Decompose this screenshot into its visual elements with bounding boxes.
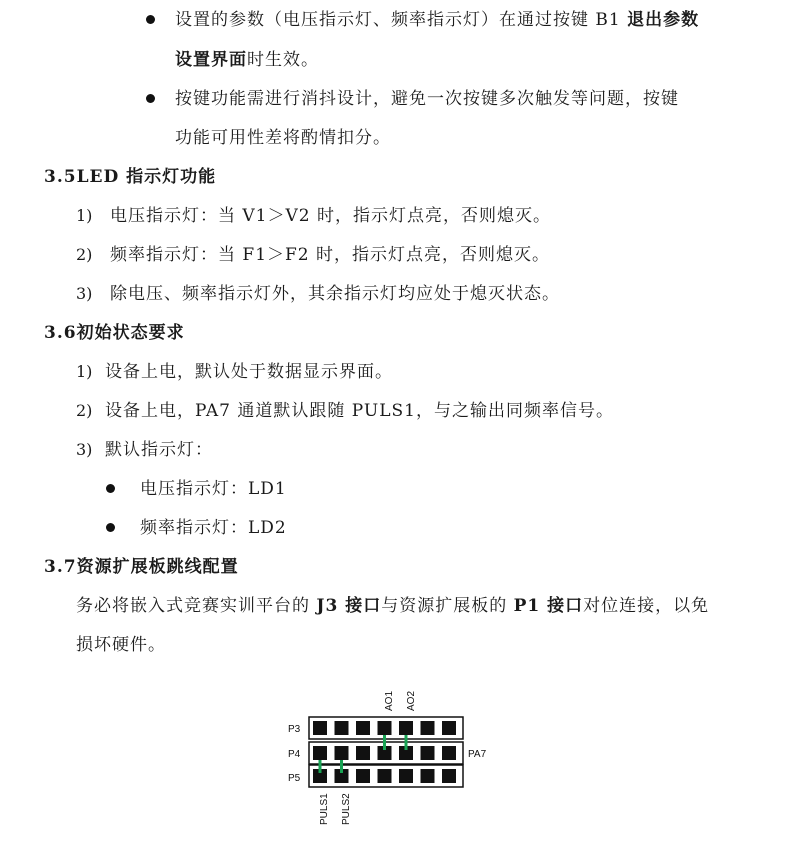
row-label-p4: P4 bbox=[288, 749, 301, 760]
list-item: 默认指示灯： bbox=[105, 440, 213, 460]
sub-list-item: 电压指示灯：LD1 bbox=[140, 479, 287, 499]
header-pin bbox=[421, 721, 435, 735]
list-item: 电压指示灯：当 V1＞V2 时，指示灯点亮，否则熄灭。 bbox=[110, 206, 551, 226]
list-number: 2) bbox=[76, 401, 93, 420]
list-item: 设备上电，默认处于数据显示界面。 bbox=[105, 362, 393, 382]
header-pin bbox=[442, 769, 456, 783]
list-number: 3) bbox=[76, 284, 93, 303]
header-pin bbox=[421, 769, 435, 783]
row-label-p3: P3 bbox=[288, 724, 301, 735]
header-pin bbox=[356, 769, 370, 783]
label-pa7: PA7 bbox=[468, 749, 487, 760]
sub-list-item: 频率指示灯：LD2 bbox=[140, 518, 287, 538]
paragraph-cont: 损坏硬件。 bbox=[76, 635, 166, 655]
header-pin bbox=[313, 721, 327, 735]
label-ao2: AO2 bbox=[406, 690, 417, 711]
list-number: 2) bbox=[76, 245, 93, 264]
pin-grid bbox=[313, 721, 456, 783]
header-pin bbox=[399, 721, 413, 735]
row-label-p5: P5 bbox=[288, 773, 301, 784]
header-pin bbox=[313, 746, 327, 760]
header-pin bbox=[442, 721, 456, 735]
label-puls1: PULS1 bbox=[319, 793, 330, 825]
section-heading: 3.5LED 指示灯功能 bbox=[44, 167, 217, 187]
header-pin bbox=[442, 746, 456, 760]
list-number: 1) bbox=[76, 362, 93, 381]
label-puls2: PULS2 bbox=[341, 793, 352, 825]
list-number: 1) bbox=[76, 206, 93, 225]
header-pin bbox=[335, 721, 349, 735]
header-pin bbox=[356, 746, 370, 760]
list-number: 3) bbox=[76, 440, 93, 459]
header-pin bbox=[356, 721, 370, 735]
list-item: 除电压、频率指示灯外，其余指示灯均应处于熄灭状态。 bbox=[110, 284, 560, 304]
label-ao1: AO1 bbox=[384, 690, 395, 711]
header-pin bbox=[421, 746, 435, 760]
header-pin bbox=[399, 769, 413, 783]
list-item: 频率指示灯：当 F1＞F2 时，指示灯点亮，否则熄灭。 bbox=[110, 245, 551, 265]
section-heading: 3.7资源扩展板跳线配置 bbox=[44, 557, 239, 577]
paragraph: 务必将嵌入式竞赛实训平台的 J3 接口与资源扩展板的 P1 接口对位连接，以免 bbox=[76, 596, 710, 616]
bullet-text: 按键功能需进行消抖设计，避免一次按键多次触发等问题，按键 bbox=[175, 89, 679, 109]
section-heading: 3.6初始状态要求 bbox=[44, 323, 185, 343]
header-pin bbox=[335, 746, 349, 760]
bullet-text: 设置的参数（电压指示灯、频率指示灯）在通过按键 B1 退出参数 bbox=[175, 10, 700, 30]
header-pin bbox=[378, 769, 392, 783]
bullet-text-cont: 功能可用性差将酌情扣分。 bbox=[175, 128, 391, 148]
list-item: 设备上电，PA7 通道默认跟随 PULS1，与之输出同频率信号。 bbox=[105, 401, 614, 421]
bullet-text-cont: 设置界面时生效。 bbox=[175, 50, 319, 70]
header-pin bbox=[378, 721, 392, 735]
